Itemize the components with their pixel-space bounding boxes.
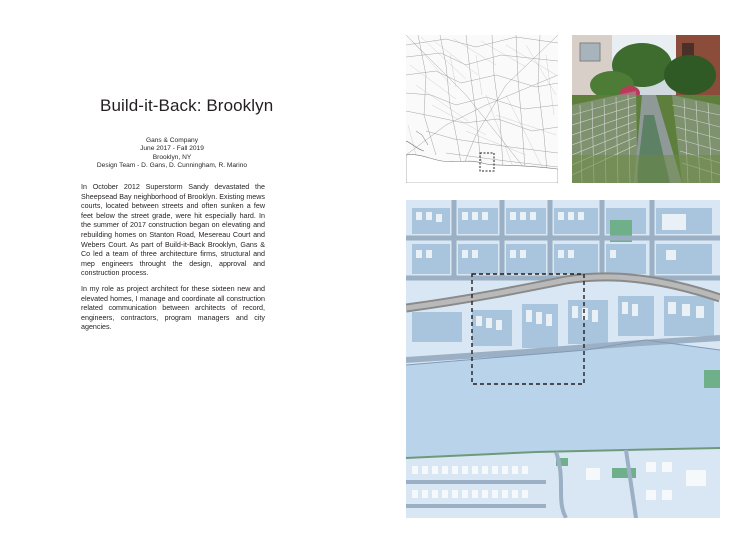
project-location: Brooklyn, NY [152, 153, 192, 161]
page-title: Build-it-Back: Brooklyn [100, 96, 274, 115]
description-paragraph-1: In October 2012 Superstorm Sandy devastated the Sheepsead Bay neighborhood of Brooklyn. Existing mews courts, located between streets and often sunken a few feet below the street grade, were hit especially hard. In the summer of 2017 construction began on elevating and rebuilding homes on Stanton Road, Mesereau Court and Webers Court. As part of Build-it-Back Brooklyn, Gans & Co led a team of three architecture firms, structural and mep engineers throught the design, approval and construction process. [81, 183, 265, 278]
project-dates: June 2017 - Fall 2019 [140, 145, 204, 153]
brooklyn-street-network-map-icon [406, 35, 558, 183]
overview-map-image [406, 35, 558, 183]
site-plan-map [406, 200, 720, 518]
sheepshead-bay-site-plan-icon [406, 200, 720, 518]
project-description [81, 183, 265, 339]
project-credits [82, 137, 262, 171]
flooded-mews-court-photo-icon [572, 35, 720, 183]
firm-name: Gans & Company [145, 137, 199, 144]
site-photo [572, 35, 720, 183]
description-paragraph-2: In my role as project architect for these sixteen new and elevated homes, I manage and coordinate all construction related communication between architects of record, engineers, contractors, program managers and city agencies. [81, 284, 265, 332]
design-team: Design Team - D. Gans, D. Cunningham, R. Marino [96, 162, 248, 170]
